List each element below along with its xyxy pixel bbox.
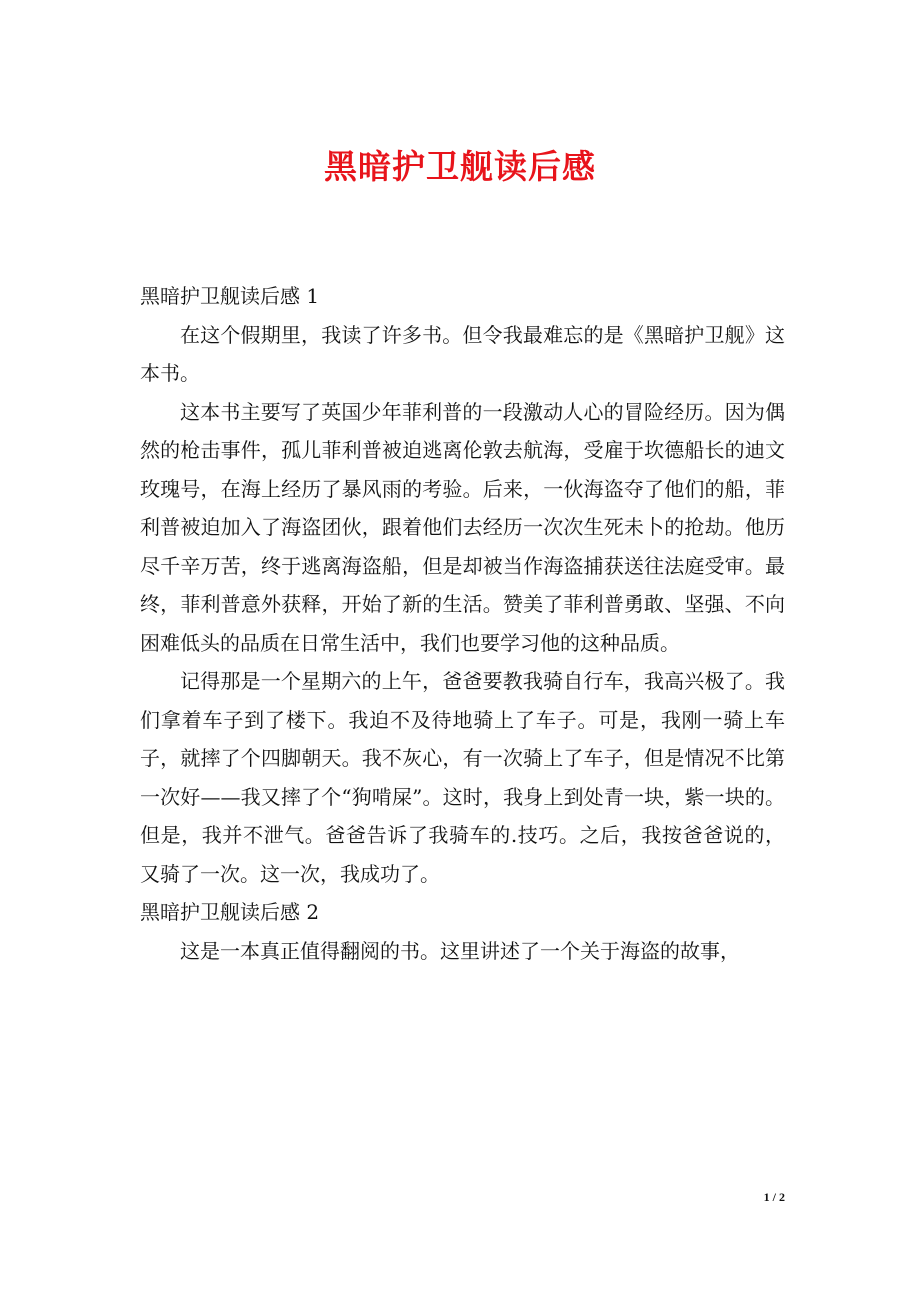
page-number: 1 / 2: [763, 1190, 785, 1204]
section-2: [140, 893, 785, 970]
document-title: 黑暗护卫舰读后感: [324, 147, 596, 186]
section-heading: 黑暗护卫舰读后感 2: [140, 900, 320, 924]
paragraph: 这是一本真正值得翻阅的书。这里讲述了一个关于海盗的故事，: [180, 938, 740, 963]
paragraph: 在这个假期里，我读了许多书。但令我最难忘的是《黑暗护卫舰》这本书。: [140, 322, 785, 385]
paragraph: 记得那是一个星期六的上午，爸爸要教我骑自行车，我高兴极了。我们拿着车子到了楼下。我迫不及待地骑上了车子。可是，我刚一骑上车子，就摔了个四脚朝天。我不灰心，有一次骑上了车子，但是情况不比第一次好——我又摔了个“狗啃屎”。这时，我身上到处青一块，紫一块的。但是，我并不泄气。爸爸告诉了我骑车的.技巧。之后，我按爸爸说的，又骑了一次。这一次，我成功了。: [140, 669, 785, 886]
document-body: [140, 277, 785, 970]
section-heading: 黑暗护卫舰读后感 1: [140, 284, 320, 308]
paragraph: 这本书主要写了英国少年菲利普的一段激动人心的冒险经历。因为偶然的枪击事件，孤儿菲利普被迫逃离伦敦去航海，受雇于坎德船长的迪文玫瑰号，在海上经历了暴风雨的考验。后来，一伙海盗夺了他们的船，菲利普被迫加入了海盗团伙，跟着他们去经历一次次生死未卜的抢劫。他历尽千辛万苦，终于逃离海盗船，但是却被当作海盗捕获送往法庭受审。最终，菲利普意外获释，开始了新的生活。赞美了菲利普勇敢、坚强、不向困难低头的品质在日常生活中，我们也要学习他的这种品质。: [140, 399, 785, 655]
section-1: [140, 277, 785, 893]
